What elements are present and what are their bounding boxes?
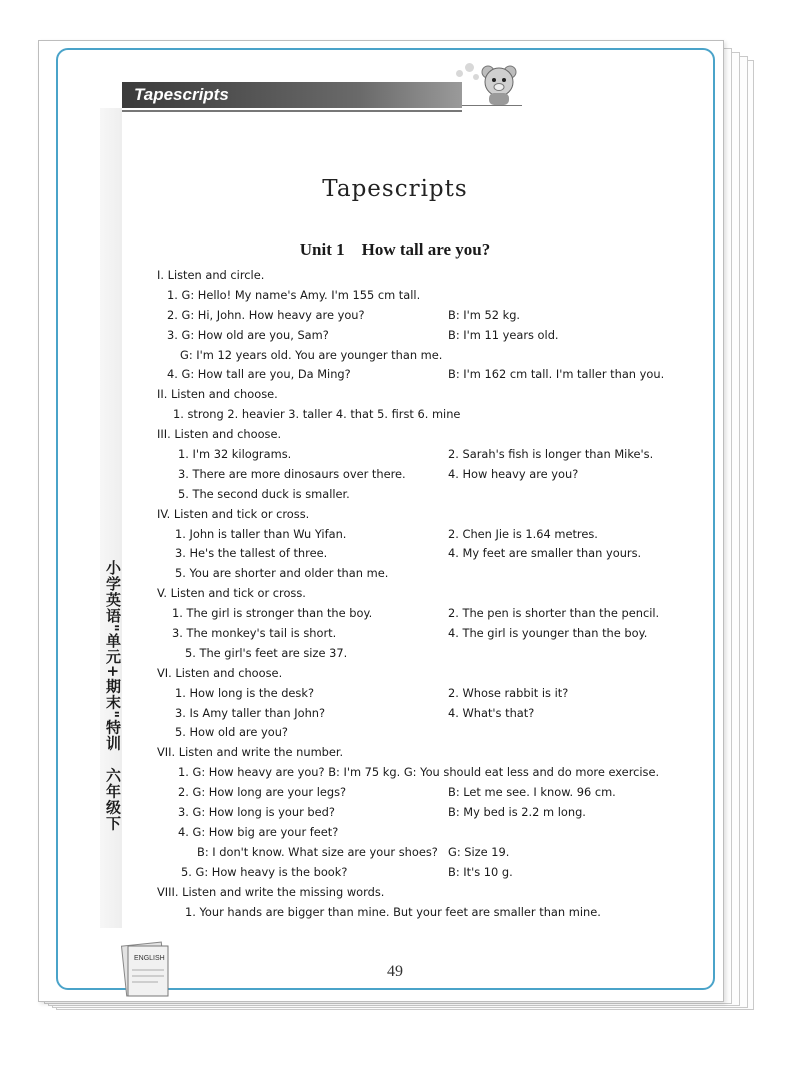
script-text: 1. The girl is stronger than the boy. [172, 606, 373, 621]
book-series-title: 小学英语"单元+期末"特训 六年级下 [104, 560, 122, 832]
section-heading [157, 266, 717, 286]
tapescript-content [157, 266, 717, 922]
section-heading [157, 664, 717, 684]
section-heading-text: II. Listen and choose. [157, 387, 278, 402]
script-text: 4. How heavy are you? [448, 466, 579, 481]
script-line [157, 763, 717, 783]
script-line [157, 564, 717, 584]
script-text: 1. strong 2. heavier 3. taller 4. that 5. first 6. mine [173, 407, 461, 422]
script-line [157, 624, 717, 644]
script-text: 3. The monkey's tail is short. [172, 626, 337, 641]
script-text: 5. The girl's feet are size 37. [185, 645, 348, 660]
section-heading [157, 425, 717, 445]
script-text: 1. Your hands are bigger than mine. But your feet are smaller than mine. [185, 904, 601, 919]
script-text: 4. The girl is younger than the boy. [448, 626, 648, 641]
section-heading-text: I. Listen and circle. [157, 268, 265, 282]
script-text: 1. How long is the desk? [175, 685, 315, 700]
page-title: Tapescripts [322, 176, 468, 202]
script-line [157, 684, 717, 704]
script-line [157, 306, 717, 326]
script-line [157, 903, 717, 923]
section-heading [157, 743, 717, 763]
script-text: 5. You are shorter and older than me. [175, 566, 389, 581]
script-text: 1. G: Hello! My name's Amy. I'm 155 cm tall. [167, 287, 421, 302]
section-heading [157, 584, 717, 604]
script-text: 4. My feet are smaller than yours. [448, 546, 642, 561]
script-line [157, 843, 717, 863]
script-line [157, 803, 717, 823]
book-icon-label: ENGLISH [134, 955, 165, 962]
script-line [157, 445, 717, 465]
script-line [157, 863, 717, 883]
script-text: 2. Whose rabbit is it? [448, 685, 569, 700]
script-line [157, 604, 717, 624]
script-line [157, 544, 717, 564]
section-heading-text: V. Listen and tick or cross. [157, 586, 306, 601]
script-text: 1. G: How heavy are you? B: I'm 75 kg. G: You should eat less and do more exercise. [178, 765, 660, 780]
script-line [157, 346, 717, 366]
script-text: 3. He's the tallest of three. [175, 546, 328, 561]
script-text: 4. G: How tall are you, Da Ming? [167, 367, 351, 382]
script-text: 5. G: How heavy is the book? [181, 864, 348, 879]
script-line [157, 525, 717, 545]
script-text: B: My bed is 2.2 m long. [448, 805, 586, 820]
bear-mascot-icon [478, 62, 520, 106]
script-text: 3. G: How old are you, Sam? [167, 327, 329, 342]
script-line [157, 326, 717, 346]
script-text: B: It's 10 g. [448, 864, 513, 879]
script-line [157, 783, 717, 803]
script-text: 5. The second duck is smaller. [178, 486, 350, 501]
script-text: B: I'm 162 cm tall. I'm taller than you. [448, 367, 665, 382]
script-line [157, 485, 717, 505]
section-heading-text: VIII. Listen and write the missing words. [157, 884, 385, 899]
script-text: B: I'm 52 kg. [448, 307, 521, 322]
script-text: 2. Sarah's fish is longer than Mike's. [448, 447, 654, 462]
section-heading [157, 883, 717, 903]
script-text: 3. G: How long is your bed? [178, 805, 335, 820]
script-line [157, 644, 717, 664]
script-text: 3. There are more dinosaurs over there. [178, 466, 406, 481]
script-text: B: I'm 11 years old. [448, 327, 559, 342]
script-line [157, 405, 717, 425]
script-text: G: Size 19. [448, 844, 510, 859]
script-text: 5. How old are you? [175, 725, 288, 740]
script-text: 2. G: How long are your legs? [178, 785, 347, 800]
script-text: 1. I'm 32 kilograms. [178, 447, 292, 462]
script-line [157, 723, 717, 743]
section-heading [157, 505, 717, 525]
script-text: G: I'm 12 years old. You are younger than me. [180, 347, 443, 362]
section-heading [157, 385, 717, 405]
script-line [157, 823, 717, 843]
section-heading-text: VII. Listen and write the number. [157, 745, 344, 760]
script-line [157, 286, 717, 306]
script-text: 2. G: Hi, John. How heavy are you? [167, 307, 365, 322]
script-text: B: Let me see. I know. 96 cm. [448, 785, 616, 800]
section-heading-text: VI. Listen and choose. [157, 665, 283, 680]
script-text: 4. What's that? [448, 705, 535, 720]
script-text: 4. G: How big are your feet? [178, 824, 339, 839]
script-text: 2. Chen Jie is 1.64 metres. [448, 526, 598, 541]
section-heading-text: IV. Listen and tick or cross. [157, 506, 310, 521]
unit-title: Unit 1 How tall are you? [299, 240, 491, 259]
script-line [157, 465, 717, 485]
section-header-label: Tapescripts [134, 85, 229, 104]
script-text: B: I don't know. What size are your shoes? [197, 844, 438, 859]
section-heading-text: III. Listen and choose. [157, 427, 282, 442]
page-number: 49 [387, 963, 403, 980]
script-text: 3. Is Amy taller than John? [175, 705, 326, 720]
script-text: 2. The pen is shorter than the pencil. [448, 606, 660, 621]
script-line [157, 704, 717, 724]
section-header-band [122, 82, 462, 108]
script-text: 1. John is taller than Wu Yifan. [175, 526, 347, 541]
script-line [157, 365, 717, 385]
